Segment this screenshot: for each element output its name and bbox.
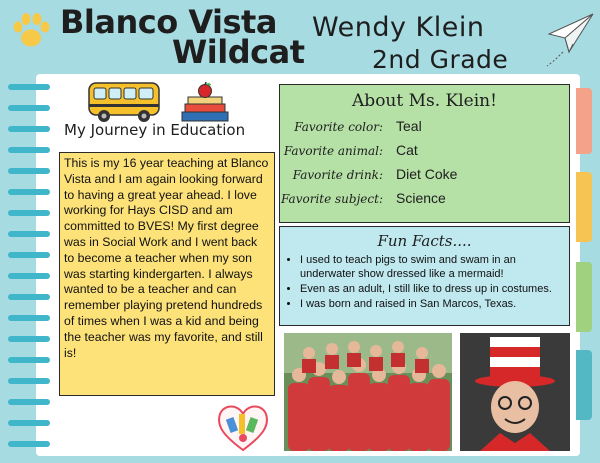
apple-books-icon [178,82,232,124]
spiral-ring [6,229,52,239]
journey-box [59,152,275,396]
favorite-label: Favorite drink: [292,168,383,182]
favorite-label: Favorite animal: [283,144,383,158]
spiral-ring [6,313,52,323]
spiral-ring [6,355,52,365]
journey-text: This is my 16 year teaching at Blanco Vista and I am again looking forward to having a great year ahead. I love working for Hays CISD and am committed to BVES! My first degree was in Social Work and I went back to become a teacher when my son was starting kindergarten. I always wanted to be a teacher and can remember playing pretend hundreds of times when I was a kid and being the teacher was my favorite, and still is! [64,156,269,360]
paper-plane-icon [545,8,595,68]
favorite-label: Favorite subject: [281,192,383,206]
spiral-ring [6,208,52,218]
costume-photo [460,333,570,451]
favorite-row-subject [280,190,569,210]
school-name-line2: Wildcat [172,33,305,71]
group-photo [284,333,452,451]
school-supplies-heart-icon [214,400,272,452]
fun-fact-item: • I was born and raised in San Marcos, Texas. [300,297,564,311]
spiral-ring [6,418,52,428]
grade-level: 2nd Grade [372,45,509,74]
school-bus-icon [86,79,162,123]
school-name-line1: Blanco Vista [60,3,277,41]
fun-facts-list [298,253,564,312]
spiral-ring [6,166,52,176]
spiral-ring [6,271,52,281]
spiral-ring [6,334,52,344]
favorite-row-drink [280,166,569,186]
favorite-value: Diet Coke [396,166,458,182]
spiral-ring [6,82,52,92]
spiral-ring [6,124,52,134]
favorite-value: Science [396,190,446,206]
spiral-ring [6,145,52,155]
fun-facts-title: Fun Facts.... [377,232,472,250]
fun-facts-box [279,226,570,326]
notebook-tab [576,172,592,242]
spiral-ring [6,250,52,260]
spiral-ring [6,292,52,302]
notebook-tab [576,88,592,154]
favorite-label: Favorite color: [294,120,383,134]
fun-fact-item: • I used to teach pigs to swim and swam in an underwater show dressed like a mermaid! [300,253,564,281]
teacher-name: Wendy Klein [312,12,485,43]
about-box [279,84,570,223]
fun-fact-item: • Even as an adult, I still like to dress up in costumes. [300,282,564,296]
journey-title: My Journey in Education [64,121,246,139]
favorite-value: Teal [396,118,422,134]
favorite-row-animal [280,142,569,162]
spiral-ring [6,397,52,407]
spiral-ring [6,187,52,197]
about-title: About Ms. Klein! [352,91,497,111]
teacher-heading [312,12,508,76]
spiral-ring [6,376,52,386]
notebook-tab [576,350,592,420]
spiral-ring [6,103,52,113]
school-name [60,3,305,71]
spiral-ring [6,439,52,449]
favorite-value: Cat [396,142,418,158]
favorite-row-color [280,118,569,138]
notebook-tab [576,262,592,332]
paw-print-icon [10,10,52,52]
